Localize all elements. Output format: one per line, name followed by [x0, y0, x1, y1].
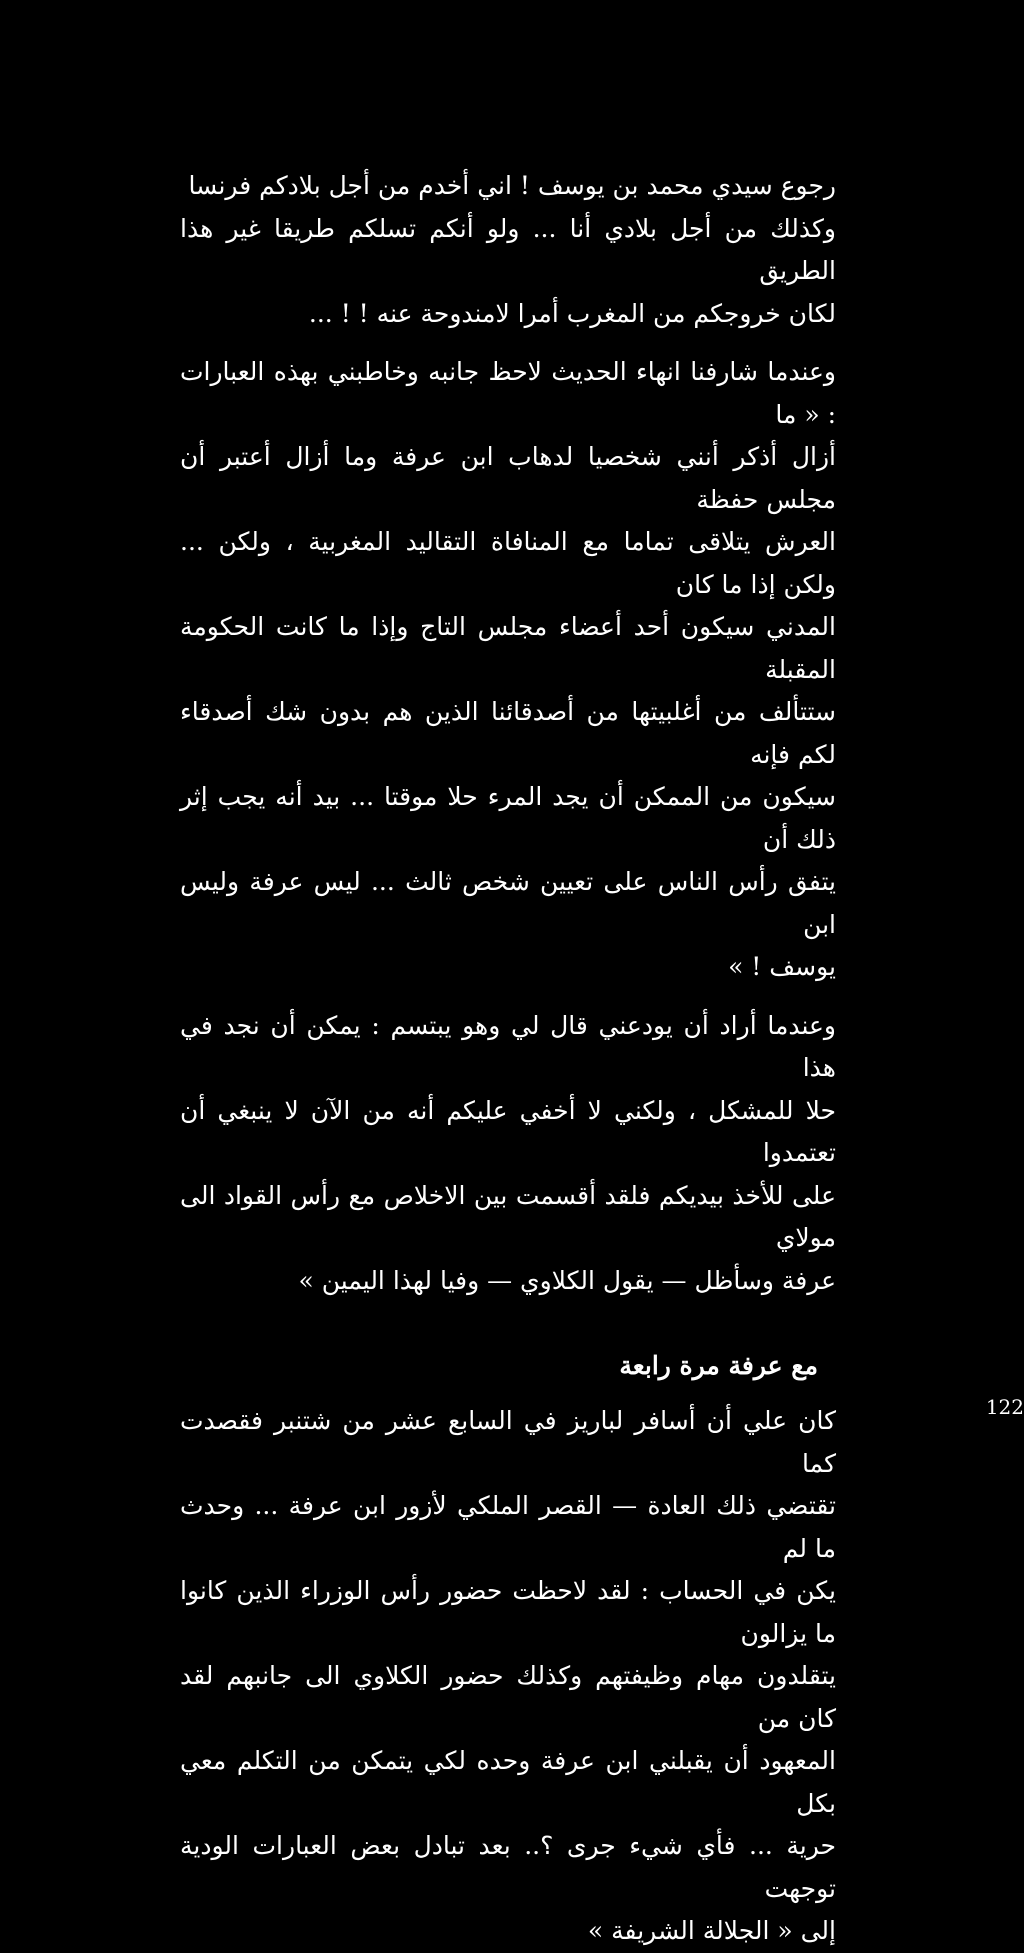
paragraph-4: كان علي أن أسافر لباريز في السابع عشر من شتنبر فقصدت كما تقتضي ذلك العادة — القصر الملكي لأزور ابن عرفة ... وحدث ما لم يكن في الحساب : لقد لاحظت حضور رأس الوزراء الذين كانوا ما يزالون يتقلدون مهام وظيفتهم وكذلك حضور الكلاوي الى جانبهم لقد كان من المعهود أن يقبلني ابن عرفة وحده لكي يتمكن من التكلم معي بكل حرية ... فأي شيء جرى ؟.. بعد تبادل بعض العبارات الودية توجهت إلى « الجلالة الشريفة »	[180, 1406, 836, 1945]
paragraph-3: وعندما أراد أن يودعني قال لي وهو يبتسم : يمكن أن نجد في هذا حلا للمشكل ، ولكني لا أخفي عليكم أنه من الآن لا ينبغي أن تعتمدوا على للأخذ بيديكم فلقد أقسمت بين الاخلاص مع رأس القواد الى مولاي عرفة وسأظل — يقول الكلاوي — وفيا لهذا اليمين »	[180, 1010, 836, 1295]
section-heading: مع عرفة مرة رابعة	[619, 1351, 818, 1380]
document-body	[180, 165, 836, 1953]
paragraph-1: رجوع سيدي محمد بن يوسف ! اني أخدم من أجل بلادكم فرنسا وكذلك من أجل بلادي أنا ... ولو أنكم تسلكم طريقا غير هذا الطريق لكان خروجكم من المغرب أمرا لامندوحة عنه ! ! ...	[180, 171, 836, 328]
page-number: 122	[985, 1395, 1024, 1419]
paragraph-2: وعندما شارفنا انهاء الحديث لاحظ جانبه وخاطبني بهذه العبارات : « ما أزال أذكر أنني شخصيا لدهاب ابن عرفة وما أزال أعتبر أن مجلس حفظة العرش يتلاقى تماما مع المنافاة التقاليد المغربية ، ولكن ... ولكن إذا ما كان المدني سيكون أحد أعضاء مجلس التاج وإذا ما كانت الحكومة المقبلة ستتألف من أغلبيتها من أصدقائنا الذين هم بدون شك أصدقاء لكم فإنه سيكون من الممكن أن يجد المرء حلا موقتا ... بيد أنه يجب إثر ذلك أن يتفق رأس الناس على تعيين شخص ثالث ... ليس عرفة وليس ابن يوسف ! »	[180, 357, 836, 981]
